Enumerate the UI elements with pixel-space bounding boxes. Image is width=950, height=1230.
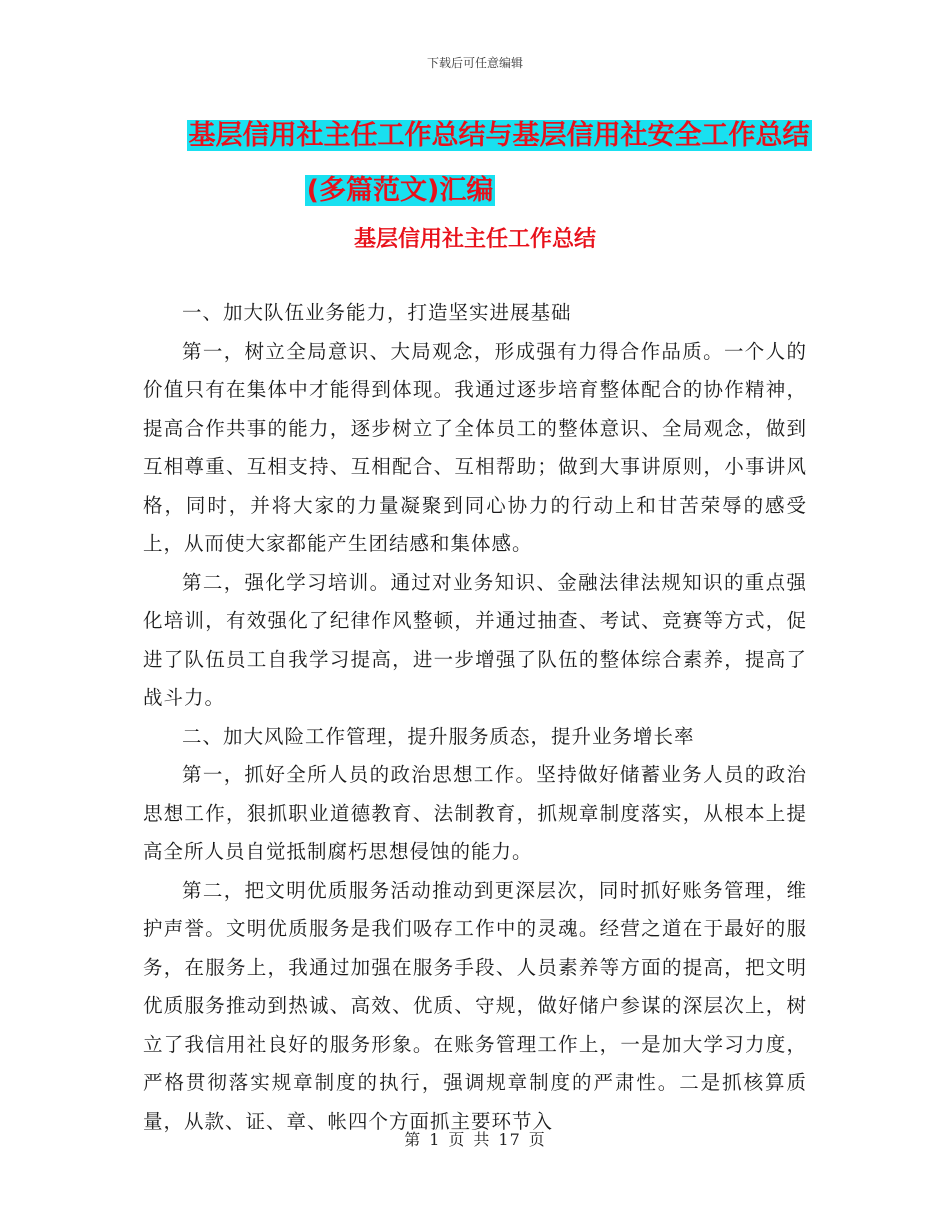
document-title [0, 108, 950, 218]
paragraph: 第一，树立全局意识、大局观念，形成强有力得合作品质。一个人的价值只有在集体中才能得到体现。我通过逐步培育整体配合的协作精神，提高合作共事的能力，逐步树立了全体员工的整体意识、全局观念，做到互相尊重、互相支持、互相配合、互相帮助；做到大事讲原则，小事讲风格，同时，并将大家的力量凝聚到同心协力的行动上和甘苦荣辱的感受上，从而使大家都能产生团结感和集体感。 [143, 339, 807, 555]
footer-total-unit: 页 [528, 1130, 546, 1149]
footer-total-label: 共 [473, 1130, 491, 1149]
paragraph: 第二，强化学习培训。通过对业务知识、金融法律法规知识的重点强化培训，有效强化了纪律作风整顿，并通过抽查、考试、竞赛等方式，促进了队伍员工自我学习提高，进一步增强了队伍的整体综合素养，提高了战斗力。 [143, 570, 807, 709]
document-title-line2: (多篇范文)汇编 [306, 175, 494, 206]
section-title: 基层信用社主任工作总结 [353, 227, 596, 252]
footer-page-unit: 页 [448, 1130, 466, 1149]
footer-page-label: 第 [404, 1130, 422, 1149]
footer-total-pages: 17 [498, 1130, 521, 1149]
paragraph-heading-1: 一、加大队伍业务能力，打造坚实进展基础 [182, 301, 572, 324]
page-footer [0, 1127, 950, 1150]
document-body [143, 294, 807, 1141]
paragraph-heading-2: 二、加大风险工作管理，提升服务质态，提升业务增长率 [182, 724, 695, 748]
paragraph: 第一，抓好全所人员的政治思想工作。坚持做好储蓄业务人员的政治思想工作，狠抓职业道德教育、法制教育，抓规章制度落实，从根本上提高全所人员自觉抵制腐朽思想侵蚀的能力。 [143, 763, 807, 863]
footer-page-number: 1 [429, 1130, 441, 1149]
paragraph: 第二，把文明优质服务活动推动到更深层次，同时抓好账务管理，维护声誉。文明优质服务是我们吸存工作中的灵魂。经营之道在于最好的服务，在服务上，我通过加强在服务手段、人员素养等方面的提高，把文明优质服务推动到热诚、高效、优质、守规，做好储户参谋的深层次上，树立了我信用社良好的服务形象。在账务管理工作上，一是加大学习力度，严格贯彻落实规章制度的执行，强调规章制度的严肃性。二是抓核算质量，从款、证、章、帐四个方面抓主要环节入 [143, 878, 807, 1133]
document-title-line1: 基层信用社主任工作总结与基层信用社安全工作总结 [188, 120, 810, 151]
page-header-note: 下载后可任意编辑 [426, 56, 523, 70]
